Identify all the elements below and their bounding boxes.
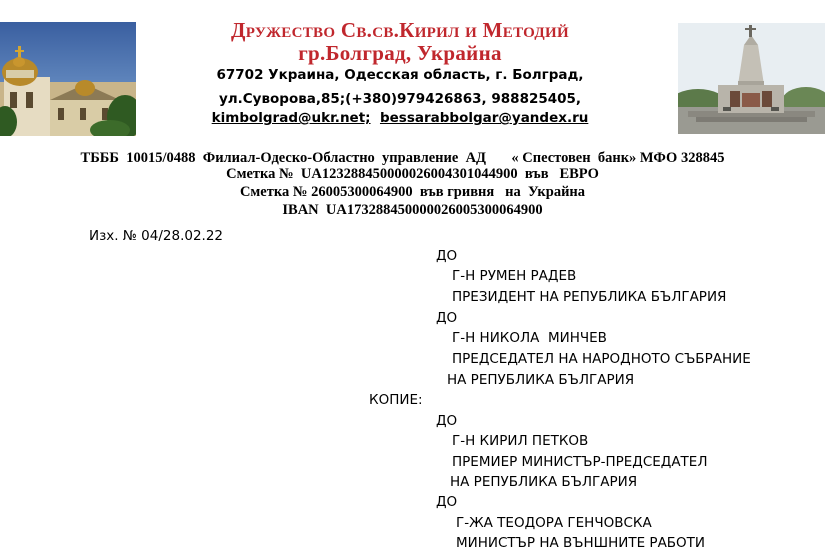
copy-recipient-title: НА РЕПУБЛИКА БЪЛГАРИЯ [450,474,638,490]
copy-recipient-name: Г-Н КИРИЛ ПЕТКОВ [452,433,589,449]
address-line: 67702 Украина, Одесская область, г. Болград, [216,67,584,83]
copies-label: КОПИЕ: [369,392,423,408]
outgoing-number: Изх. № 04/28.02.22 [89,228,224,244]
copy-to-label: ДО [436,413,458,429]
recipient-to-label: ДО [436,248,458,264]
recipient-name: Г-Н РУМЕН РАДЕВ [452,268,577,284]
organization-name: Дружество Св.св.Кирил и Методий [231,18,569,42]
recipient-name: Г-Н НИКОЛА МИНЧЕВ [452,330,607,346]
recipient-to-label: ДО [436,310,458,326]
recipient-title: ПРЕЗИДЕНТ НА РЕПУБЛИКА БЪЛГАРИЯ [452,289,727,305]
recipient-title: НА РЕПУБЛИКА БЪЛГАРИЯ [447,372,635,388]
bank-iban: IBAN UA173288450000026005300064900 [282,202,543,218]
recipient-title: ПРЕДСЕДАТЕЛ НА НАРОДНОТО СЪБРАНИЕ [452,351,751,367]
bank-account-eur: Сметка № UA123288450000026004301044900 във ЕВРО [226,166,599,182]
church-photo [0,22,136,136]
bank-branch-line: ТБББ 10015/0488 Филиал-Одеско-Областно управление АД « Спестовен банк» МФО 328845 [80,150,725,166]
copy-recipient-name: Г-ЖА ТЕОДОРА ГЕНЧОВСКА [456,515,652,531]
copy-recipient-title: ПРЕМИЕР МИНИСТЪР-ПРЕДСЕДАТЕЛ [452,454,708,470]
copy-to-label: ДО [436,494,458,510]
copy-recipient-title: МИНИСТЪР НА ВЪНШНИТЕ РАБОТИ [456,535,706,551]
email-link-1[interactable]: kimbolgrad@ukr.net; [211,110,371,126]
organization-city: гр.Болград, Украйна [298,41,502,65]
phone-line: ул.Суворова,85;(+380)979426863, 988825405, [218,91,582,107]
bank-account-uah: Сметка № 26005300064900 във гривня на Украйна [239,184,586,200]
email-line [140,110,660,126]
monument-photo [678,23,825,134]
email-link-2[interactable]: bessarabbolgar@yandex.ru [379,110,589,126]
